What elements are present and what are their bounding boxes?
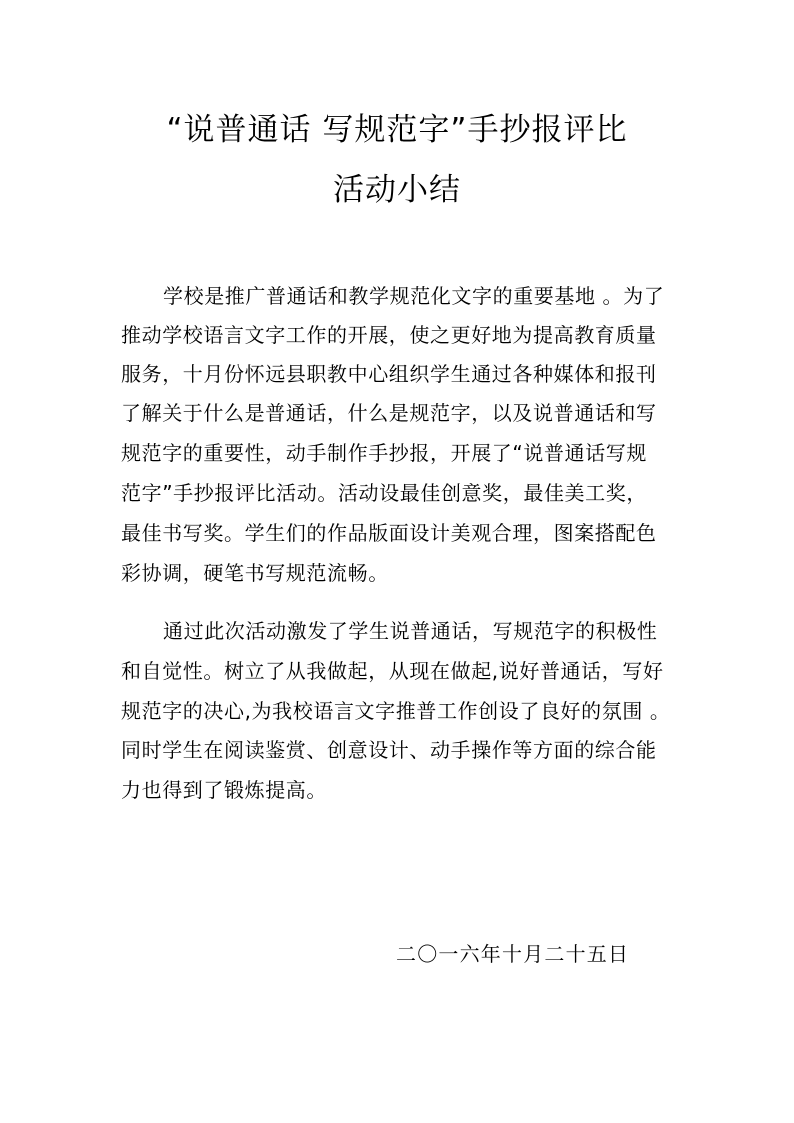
paragraph-line: 规范字的决心,为我校语言文字推普工作创设了良好的氛围 。 — [121, 699, 671, 723]
paragraph-line: 力也得到了锻炼提高。 — [121, 778, 327, 802]
document-date: 二〇一六年十月二十五日 — [396, 942, 630, 966]
paragraph-line: 同时学生在阅读鉴赏、创意设计、动手操作等方面的综合能 — [121, 738, 657, 762]
paragraph-line: 彩协调，硬笔书写规范流畅。 — [121, 561, 389, 585]
paragraph-line: 了解关于什么是普通话，什么是规范字，以及说普通话和写 — [121, 401, 657, 425]
document-title-line-1: “说普通话 写规范字”手抄报评比 — [166, 112, 628, 148]
paragraph-line: 最佳书写奖。学生们的作品版面设计美观合理，图案搭配色 — [121, 521, 657, 545]
paragraph-line: 通过此次活动激发了学生说普通话，写规范字的积极性 — [163, 619, 658, 643]
paragraph-line: 服务，十月份怀远县职教中心组织学生通过各种媒体和报刊 — [121, 362, 657, 386]
paragraph-line: 推动学校语言文字工作的开展，使之更好地为提高教育质量 — [121, 323, 657, 347]
paragraph-line: 和自觉性。树立了从我做起，从现在做起,说好普通话，写好 — [121, 659, 664, 683]
paragraph-line: 规范字的重要性，动手制作手抄报，开展了“说普通话写规 — [121, 441, 647, 465]
document-title-line-2: 活动小结 — [333, 172, 461, 208]
paragraph-line: 范字”手抄报评比活动。活动设最佳创意奖，最佳美工奖， — [121, 481, 647, 505]
paragraph-line: 学校是推广普通话和教学规范化文字的重要基地 。为了 — [163, 284, 665, 308]
